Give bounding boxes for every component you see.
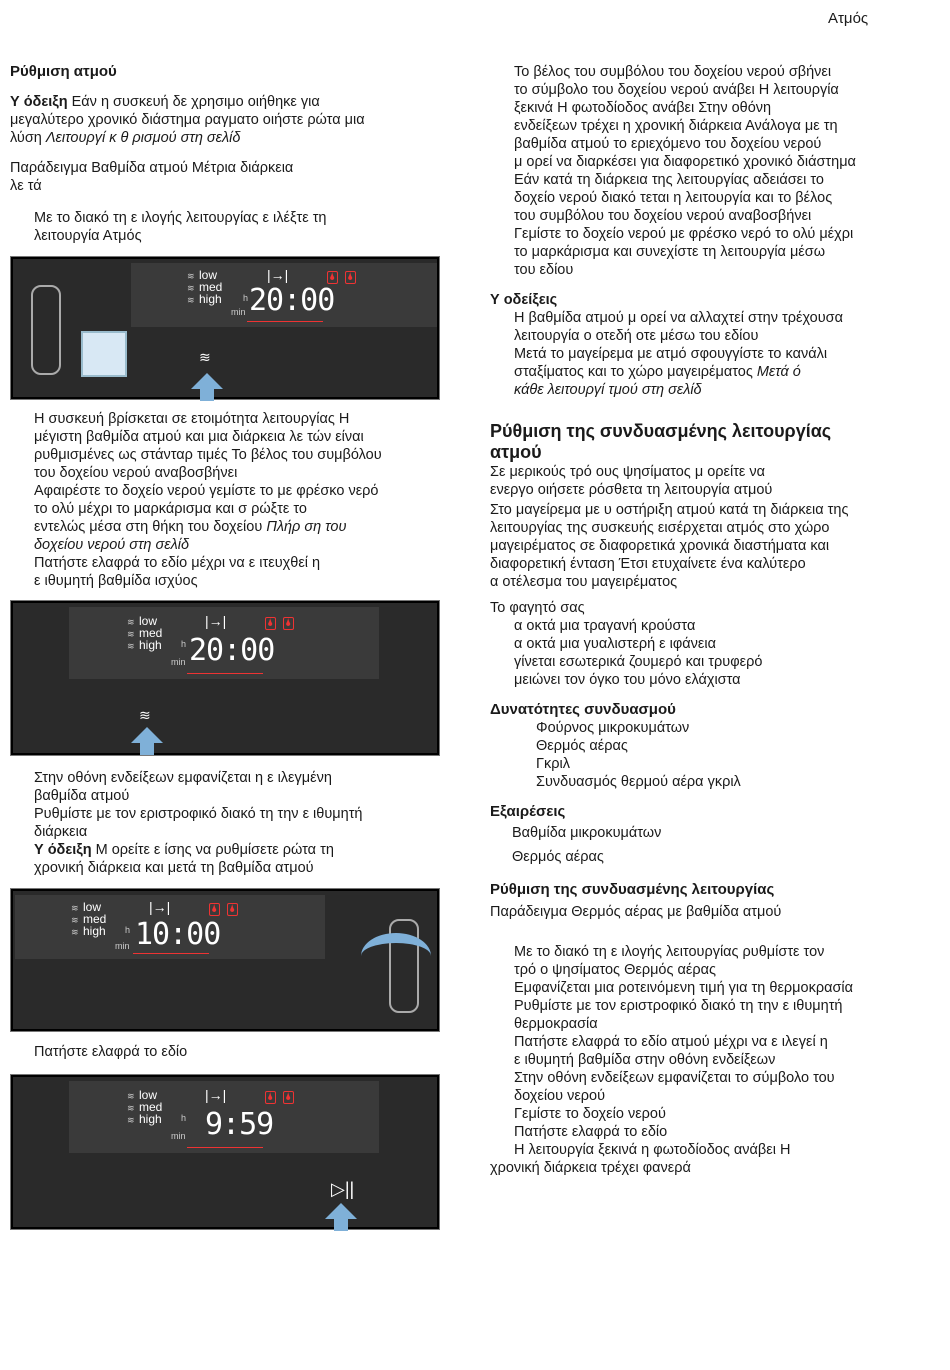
start-stop-icon: ▷|| — [331, 1179, 355, 1199]
intro-line: ενεργο οιήσετε ρόσθετα τη λειτουργία ατμού — [490, 482, 773, 498]
steam-levels: ≋ low ≋ med ≋ high — [127, 614, 163, 652]
water-tank-icon: 🌢 — [267, 617, 274, 629]
hours-unit: h — [181, 1113, 187, 1123]
hours-unit: h — [243, 293, 249, 303]
steam-symbol: ≋ — [139, 707, 151, 723]
paragraph-1: Το βέλος του συμβόλου του δοχείου νερού σβήνει το σύμβολο του δοχείου νερού ανάβει Η λειτουργία ξεκινά Η φωτοδίοδος ανάβει Στην οθόνη ενδείξεων τρέχει η χρονική διάρκεια Ανάλογα με τη βαθμίδα ατμού το εριεχόμενο του δοχείου νερού μ ορεί να διαρκέσει για διαφορετικό χρονικό διάστημα Εάν κατά τη διάρκεια της λειτουργίας αδειάσει το δοχείο νερού διακό τεται η λειτουργία και το βέλος του συμβόλου του δοχείου νερού αναβοσβήνει Γεμίστε το δοχείο νερού με φρέσκο νερό το ολύ μέχρι το μαρκάρισμα και συνεχίστε τη λειτουργία μέσω του εδίου — [514, 64, 856, 278]
note-line-3: λύση Λειτουργί κ θ ρισμού στη σελίδ — [10, 130, 241, 146]
note-2-line-2: χρονική διάρκεια και μετά τη βαθμίδα ατμού — [34, 860, 314, 876]
water-tank-icon: 🌢 — [285, 617, 292, 629]
notes-list: Η βαθμίδα ατμού μ ορεί να αλλαχτεί στην τρέχουσα λειτουργία ο οτεδή οτε μέσω του εδίου Μετά το μαγείρεμα με ατμό σφουγγίστε το κανάλι σταξίματος και το χώρο μαγειρέματος Μετά ό κάθε λειτουργί τμού στη σελίδ — [514, 310, 844, 398]
time-underline — [187, 1147, 263, 1148]
time-readout: 10:00 — [135, 917, 221, 952]
minutes-unit: min — [231, 307, 246, 317]
time-underline — [187, 673, 263, 674]
step-touch-field: Πατήστε ελαφρά το εδίο — [34, 1044, 188, 1060]
notes-label: Υ οδείξεις — [490, 292, 558, 308]
left-column — [10, 63, 450, 195]
right-column — [490, 63, 930, 1177]
set-example: Παράδειγμα Θερμός αέρας με βαθμίδα ατμού — [490, 904, 782, 920]
display-panel-4 — [10, 1074, 440, 1230]
step-1: Με το διακό τη ε ιλογής λειτουργίας ε ιλέξτε τη λειτουργία Ατμός — [34, 210, 327, 244]
water-tank-icon: 🌢 — [267, 1091, 274, 1103]
touch-arrow-stem — [334, 1217, 348, 1231]
duration-icon: |→| — [149, 899, 171, 915]
steam-levels: ≋ low ≋ med ≋ high — [71, 900, 107, 938]
display-panel-2 — [10, 600, 440, 756]
time-readout: 20:00 — [189, 633, 275, 668]
water-tank-icon: 🌢 — [329, 271, 336, 283]
time-readout: 9:59 — [205, 1107, 274, 1142]
duration-icon: |→| — [267, 267, 289, 283]
exceptions-list: Βαθμίδα μικροκυμάτων Θερμός αέρας — [512, 825, 662, 865]
steam-levels: ≋ low ≋ med ≋ high — [187, 268, 223, 306]
hours-unit: h — [181, 639, 187, 649]
water-tank-icon: 🌢 — [347, 271, 354, 283]
steam-tank-icon — [81, 331, 127, 377]
steam-symbol: ≋ — [199, 349, 211, 365]
section-title: Ρύθμιση ατμού — [10, 63, 117, 80]
water-tank-icon: 🌢 — [211, 903, 218, 915]
touch-arrow-stem — [200, 387, 214, 401]
paragraph-2: Στο μαγείρεμα με υ οστήριξη ατμού κατά τη διάρκεια της λειτουργίας της συσκευής εισέρχεται ατμός στο χώρο μαγειρέματος σε διαφορετικά χρονικά διαστήματα και διαφορετική ένταση Έτσι ετυχαίνετε ένα καλύτερο α οτέλεσμα του μαγειρέματος — [490, 502, 849, 590]
duration-icon: |→| — [205, 613, 227, 629]
time-underline — [133, 953, 209, 954]
touch-arrow-stem — [140, 741, 154, 755]
note-line-1: Υ όδειξη Εάν η συσκευή δε χρησιμο οιήθηκε για — [10, 94, 320, 110]
time-readout: 20:00 — [249, 283, 335, 318]
minutes-unit: min — [171, 657, 186, 667]
minutes-unit: min — [115, 941, 130, 951]
note-line-2: μεγαλύτερο χρονικό διάστημα ραγματο οιήστε ρώτα μια — [10, 112, 365, 128]
duration-icon: |→| — [205, 1087, 227, 1103]
water-tank-icon: 🌢 — [285, 1091, 292, 1103]
intro-line: Σε μερικούς τρό ους ψησίματος μ ορείτε να — [490, 464, 766, 480]
rotate-arrow-icon — [361, 933, 431, 979]
section-header: Ατμός — [828, 10, 869, 27]
example-line-2: λε τά — [10, 178, 42, 194]
food-list: α οκτά μια τραγανή κρούστα α οκτά μια γυαλιστερή ε ιφάνεια γίνεται εσωτερικά ζουμερό και τρυφερό μειώνει τον όγκο του μόνο ελάχιστα — [514, 618, 763, 688]
combo-title: Δυνατότητες συνδυασμού — [490, 701, 676, 718]
paragraph-2: Η συσκευή βρίσκεται σε ετοιμότητα λειτουργίας Η μέγιστη βαθμίδα ατμού και μια διάρκεια λε τών είναι ρυθμισμένες ως στάνταρ τιμές Το βέλος του συμβόλου του δοχείου νερού αναβοσβήνει Αφαιρέστε το δοχείο νερού γεμίστε το με φρέσκο νερό το ολύ μέχρι το μαρκάρισμα και σ ρώξτε το εντελώς μέσα στη θήκη του δοχείου Πλήρ ση του δοχείου νερού στη σελίδ Πατήστε ελαφρά το εδίο μέχρι να ε ιτευχθεί η ε ιθυμητή βαθμίδα ισχύος — [34, 411, 382, 589]
food-label: Το φαγητό σας — [490, 600, 585, 616]
exceptions-title: Εξαιρέσεις — [490, 803, 566, 820]
paragraph-3: Στην οθόνη ενδείξεων εμφανίζεται η ε ιλεγμένη βαθμίδα ατμού Ρυθμίστε με τον εριστροφικό διακό τη την ε ιθυμητή διάρκεια Υ όδειξη Μ ορείτε ε ίσης να ρυθμίσετε ρώτα τη — [34, 770, 363, 858]
example-line-1: Παράδειγμα Βαθμίδα ατμού Μέτρια διάρκεια — [10, 160, 294, 176]
display-panel-1 — [10, 256, 440, 400]
selector-knob — [31, 285, 61, 375]
water-tank-icon: 🌢 — [229, 903, 236, 915]
steam-levels: ≋ low ≋ med ≋ high — [127, 1088, 163, 1126]
combo-list: Φούρνος μικροκυμάτων Θερμός αέρας Γκριλ Συνδυασμός θερμού αέρα γκριλ — [536, 720, 741, 790]
steps-list: Με το διακό τη ε ιλογής λειτουργίας ρυθμίστε τον τρό ο ψησίματος Θερμός αέρας Εμφανίζεται μια ροτεινόμενη τιμή για τη θερμοκρασία Ρυθμίστε με τον εριστροφικό διακό τη την ε ιθυμητή θερμοκρασία Πατήστε ελαφρά το εδίο ατμού μέχρι να ε ιλεγεί η ε ιθυμητή βαθμίδα στην οθόνη ενδείξεων Στην οθόνη ενδείξεων εμφανίζεται το σύμβολο του δοχείου νερού Γεμίστε το δοχείο νερού Πατήστε ελαφρά το εδίο Η λειτουργία ξεκινά η φωτοδίοδος ανάβει Η — [514, 944, 854, 1158]
set-combined-title: Ρύθμιση της συνδυασμένης λειτουργίας — [490, 881, 775, 898]
section-title-combined: Ρύθμιση της συνδυασμένης λειτουργίας ατμού — [490, 421, 832, 462]
minutes-unit: min — [171, 1131, 186, 1141]
time-underline — [247, 321, 323, 322]
display-panel-3 — [10, 888, 440, 1032]
steps-final-line: χρονική διάρκεια τρέχει φανερά — [490, 1160, 691, 1176]
hours-unit: h — [125, 925, 131, 935]
